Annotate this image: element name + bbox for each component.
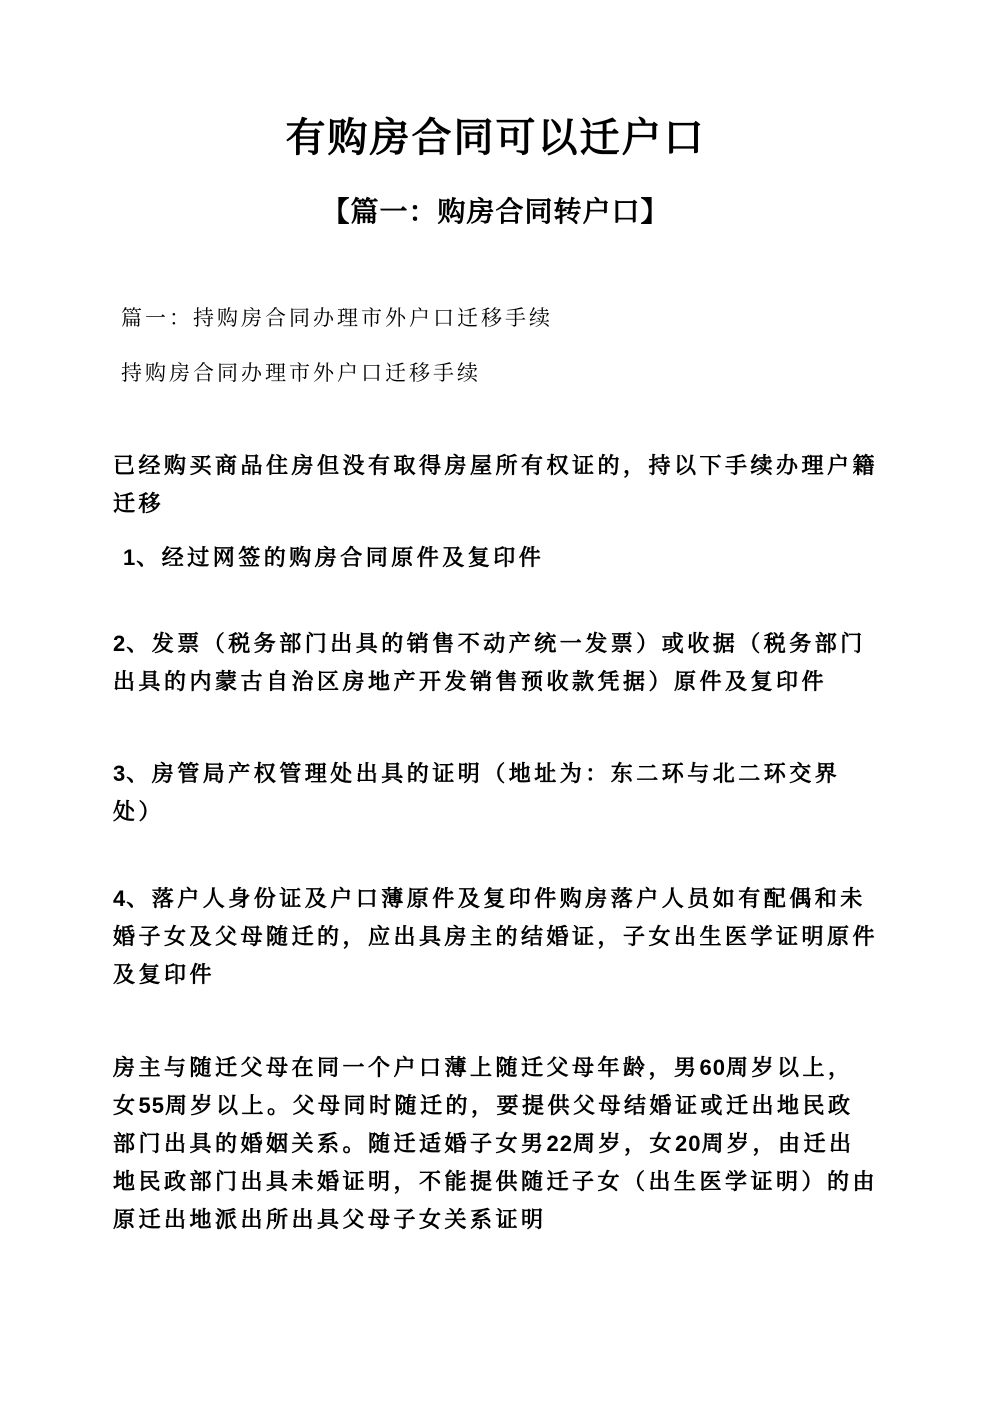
paragraph-item-2: 2、发票（税务部门出具的销售不动产统一发票）或收据（税务部门出具的内蒙古自治区房地产开发销售预收款凭据）原件及复印件	[113, 631, 866, 694]
paragraph-item-1: 1、经过网签的购房合同原件及复印件	[123, 545, 545, 570]
section-heading: 【篇一：购房合同转户口】	[321, 197, 670, 228]
intro-line-2: 持购房合同办理市外户口迁移手续	[121, 361, 481, 385]
intro-line-1: 篇一：持购房合同办理市外户口迁移手续	[121, 306, 553, 330]
paragraph-requirements-lead: 已经购买商品住房但没有取得房屋所有权证的，持以下手续办理户籍迁移	[113, 453, 879, 516]
paragraph-item-4: 4、落户人身份证及户口薄原件及复印件购房落户人员如有配偶和未婚子女及父母随迁的，应出具房主的结婚证，子女出生医学证明原件及复印件	[113, 886, 879, 987]
paragraph-relocation-rules: 房主与随迁父母在同一个户口薄上随迁父母年龄，男60周岁以上，女55周岁以上。父母同时随迁的，要提供父母结婚证或迁出地民政部门出具的婚姻关系。随迁适婚子女男22周岁，女20周岁，由迁出地民政部门出具未婚证明，不能提供随迁子女（出生医学证明）的由原迁出地派出所出具父母子女关系证明	[113, 1055, 879, 1232]
paragraph-item-3: 3、房管局产权管理处出具的证明（地址为：东二环与北二环交界处）	[113, 761, 841, 824]
document-title: 有购房合同可以迁户口	[285, 115, 706, 160]
